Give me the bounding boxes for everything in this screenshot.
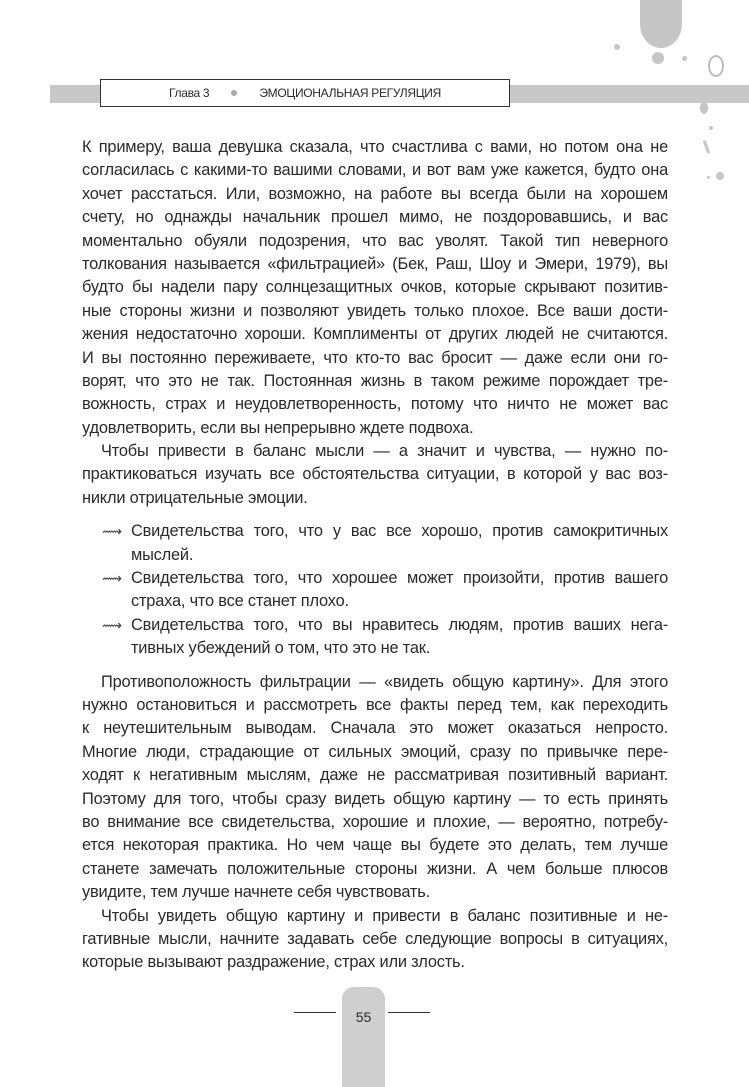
text-line: И вы постоянно переживаете, что кто-то вас бросит — даже если они го-: [82, 348, 668, 367]
text-line: практиковаться изучать все обстоятельства ситуации, в которой у вас воз-: [82, 465, 668, 484]
text-line: Противоположность фильтрации — «видеть общую картину». Для этого: [101, 672, 668, 691]
text-line: согласилась с какими-то вашими словами, и вот вам уже кажется, будто она: [82, 161, 668, 180]
text-line: Многие люди, страдающие от сильных эмоций, сразу по привычке пере-: [82, 742, 668, 761]
text-line: Поэтому для того, чтобы сразу видеть общую картину — то есть принять: [82, 789, 668, 808]
text-line: К примеру, ваша девушка сказала, что счастлива с вами, но потом она не: [82, 138, 668, 156]
paragraph-4: [82, 905, 668, 975]
text-line: Чтобы привести в баланс мысли — а значит и чувства, — нужно по-: [101, 442, 668, 461]
chapter-label: Глава 3: [168, 86, 210, 100]
text-line: ется некоторая практика. Но чем чаще вы будете это делать, тем лучше: [82, 836, 668, 855]
bullet-item-1: [102, 520, 668, 567]
text-line: к неутешительным выводам. Сначала это может оказаться непросто.: [82, 719, 668, 738]
text-line: страха, что все станет плохо.: [131, 592, 349, 611]
text-line: ворят, что это не так. Постоянная жизнь в таком режиме порождает тре-: [82, 371, 668, 390]
text-line: станете замечать положительные стороны жизни. А чем больше плюсов: [82, 859, 668, 878]
text-line: счету, но однажды начальник прошел мимо, не поздоровавшись, и вас: [82, 208, 668, 227]
separator-dot-icon: [231, 90, 237, 96]
text-line: которые вызывают раздражение, страх или злость.: [82, 953, 465, 972]
text-line: Свидетельства того, что у вас все хорошо, против самокритичных: [131, 522, 668, 541]
bullet-item-3: [102, 614, 668, 661]
running-header: [100, 79, 510, 107]
text-line: тивных убеждений о том, что это не так.: [131, 639, 431, 658]
text-line: Свидетельства того, что хорошее может произойти, против вашего: [131, 569, 668, 588]
arrow-icon: ⟿: [102, 616, 122, 633]
text-line: толкования называется «фильтрацией» (Бек, Раш, Шоу и Эмери, 1979), вы: [82, 254, 668, 273]
paragraph-2: [82, 440, 668, 510]
text-line: жения недостаточно хороши. Комплименты от других людей не считаются.: [82, 325, 668, 344]
page-number-rule-left: [294, 1012, 336, 1013]
body-text: [82, 136, 668, 975]
text-line: увидите, тем лучше начнете себя чувствовать.: [82, 883, 430, 902]
paragraph-3: [82, 671, 668, 905]
page-number-tab: [342, 987, 385, 1087]
text-line: будто бы надели пару солнцезащитных очков, которые скрывают позитив-: [82, 278, 668, 297]
bullet-item-2: [102, 567, 668, 614]
text-line: удовлетворить, если вы непрерывно ждете подвоха.: [82, 418, 474, 437]
bullet-list: [102, 520, 668, 660]
text-line: моментально обуяли подозрения, что вас уволят. Такой тип неверного: [82, 231, 668, 250]
page-number-rule-right: [388, 1012, 430, 1013]
paragraph-1: [82, 136, 668, 440]
text-line: нужно остановиться и рассмотреть все факты перед тем, как переходить: [82, 695, 668, 714]
arrow-icon: ⟿: [102, 570, 122, 587]
text-line: ходят к негативным мыслям, даже не рассматривая позитивный вариант.: [82, 766, 668, 785]
text-line: вожность, страх и неудовлетворенность, потому что ничто не может вас: [82, 395, 668, 414]
text-line: ные стороны жизни и позволяют увидеть только плохое. Все ваши дости-: [82, 301, 668, 320]
text-line: во внимание все свидетельства, хорошие и плохие, — вероятно, потребу-: [82, 812, 668, 831]
text-line: Чтобы увидеть общую картину и привести в баланс позитивные и не-: [101, 906, 668, 925]
text-line: хочет расстаться. Или, возможно, на работе вы всегда были на хорошем: [82, 184, 668, 203]
arrow-icon: ⟿: [102, 523, 122, 540]
text-line: Свидетельства того, что вы нравитесь людям, против ваших нега-: [131, 615, 668, 634]
page-number: 55: [355, 1009, 372, 1025]
text-line: никли отрицательные эмоции.: [82, 488, 308, 507]
chapter-title: ЭМОЦИОНАЛЬНАЯ РЕГУЛЯЦИЯ: [259, 86, 441, 100]
text-line: гативные мысли, начните задавать себе следующие вопросы в ситуациях,: [82, 929, 668, 948]
text-line: мыслей.: [131, 545, 194, 564]
